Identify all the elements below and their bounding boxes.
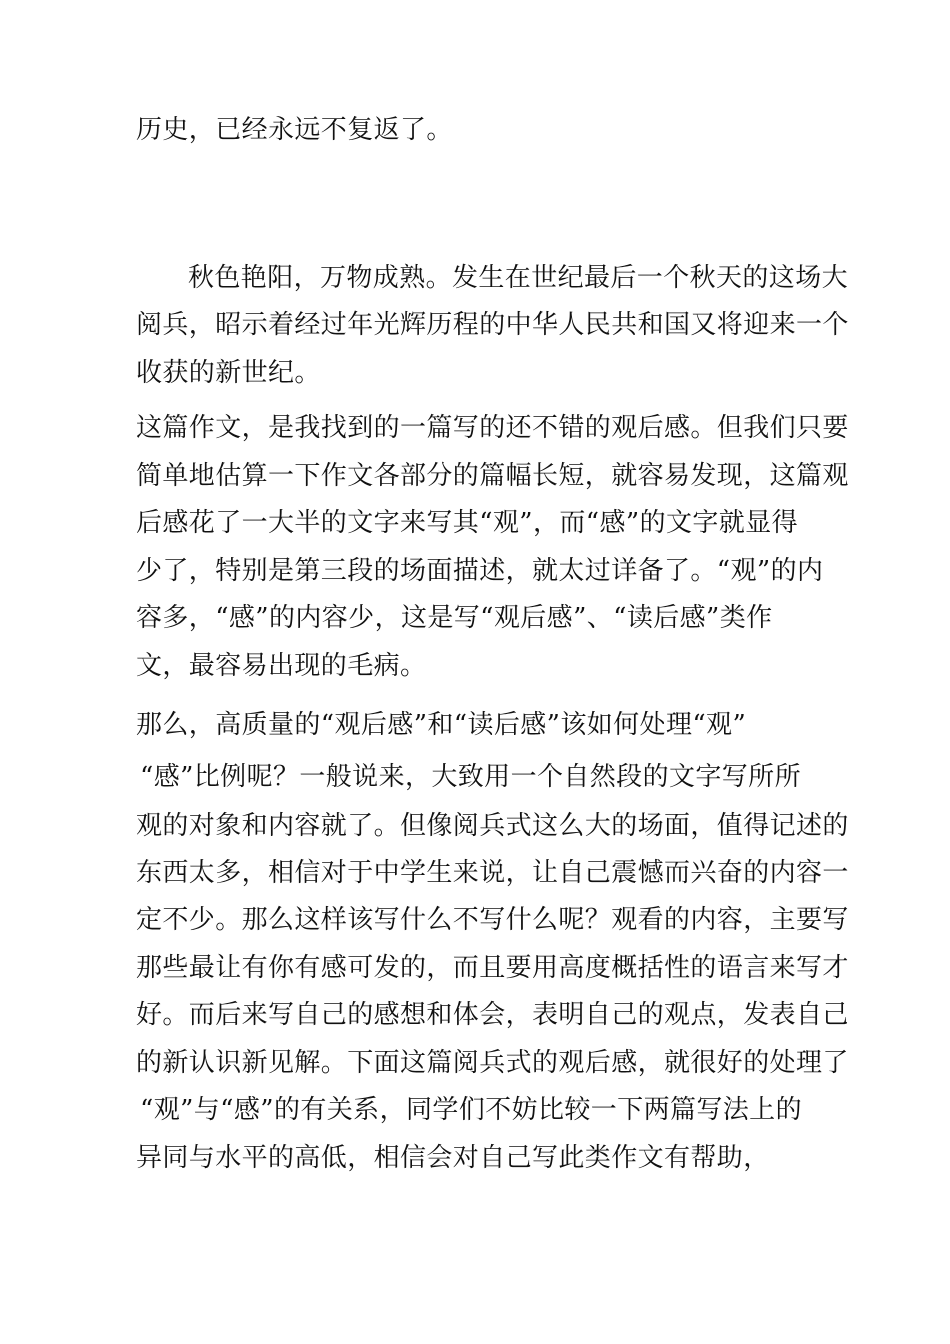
text-line: 容多，“感”的内容少，这是写“观后感”、“读后感”类作 bbox=[136, 603, 773, 633]
text-line: 历史，已经永远不复返了。 bbox=[136, 115, 453, 145]
text-line: 文，最容易出现的毛病。 bbox=[136, 651, 427, 681]
text-line: 东西太多，相信对于中学生来说，让自己震憾而兴奋的内容一 bbox=[136, 858, 849, 888]
text-line: 那些最让有你有感可发的，而且要用高度概括性的语言来写才 bbox=[136, 953, 849, 983]
text-line: “感”比例呢？一般说来，大致用一个自然段的文字写所所 bbox=[140, 762, 801, 792]
text-line: 这篇作文，是我找到的一篇写的还不错的观后感。但我们只要 bbox=[136, 413, 849, 443]
text-line: 收获的新世纪。 bbox=[136, 358, 321, 388]
text-line: 后感花了一大半的文字来写其“观”，而“感”的文字就显得 bbox=[136, 508, 798, 538]
text-line: 异同与水平的高低，相信会对自己写此类作文有帮助， bbox=[136, 1143, 770, 1173]
text-line: “观”与“感”的有关系，同学们不妨比较一下两篇写法上的 bbox=[140, 1095, 802, 1125]
text-line: 秋色艳阳，万物成熟。发生在世纪最后一个秋天的这场大 bbox=[188, 263, 849, 293]
text-line: 阅兵，昭示着经过年光辉历程的中华人民共和国又将迎来一个 bbox=[136, 310, 849, 340]
text-line: 简单地估算一下作文各部分的篇幅长短，就容易发现，这篇观 bbox=[136, 461, 849, 491]
text-line: 的新认识新见解。下面这篇阅兵式的观后感，就很好的处理了 bbox=[136, 1048, 849, 1078]
text-line: 定不少。那么这样该写什么不写什么呢？观看的内容，主要写 bbox=[136, 905, 849, 935]
text-line: 好。而后来写自己的感想和体会，表明自己的观点，发表自己 bbox=[136, 1000, 849, 1030]
text-line: 那么，高质量的“观后感”和“读后感”该如何处理“观” bbox=[136, 710, 747, 740]
text-line: 少了，特别是第三段的场面描述，就太过详备了。“观”的内 bbox=[136, 556, 824, 586]
text-line: 观的对象和内容就了。但像阅兵式这么大的场面，值得记述的 bbox=[136, 811, 849, 841]
